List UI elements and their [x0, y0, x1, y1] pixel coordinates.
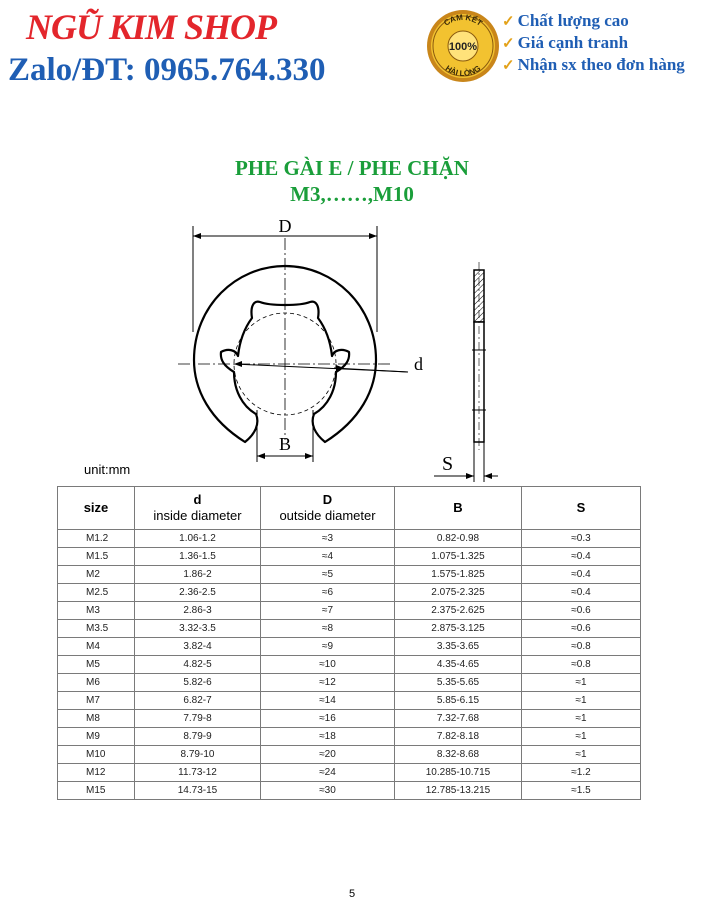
table-cell: M12	[58, 764, 135, 782]
check-icon: ✓	[502, 58, 515, 74]
table-cell: ≈3	[261, 530, 395, 548]
table-cell: ≈20	[261, 746, 395, 764]
table-cell: M9	[58, 728, 135, 746]
table-cell: ≈1.5	[522, 782, 641, 800]
table-cell: ≈14	[261, 692, 395, 710]
table-cell: 7.82-8.18	[395, 728, 522, 746]
table-cell: 3.82-4	[135, 638, 261, 656]
table-cell: M6	[58, 674, 135, 692]
table-cell: ≈0.4	[522, 566, 641, 584]
table-cell: ≈0.3	[522, 530, 641, 548]
table-row	[58, 764, 641, 782]
label-D: D	[278, 216, 292, 236]
table-cell: 2.075-2.325	[395, 584, 522, 602]
page-number: 5	[348, 888, 356, 900]
feature-item: ✓ Chất lượng cao	[502, 11, 629, 30]
table-cell: M1.2	[58, 530, 135, 548]
table-cell: ≈1	[522, 746, 641, 764]
table-cell: M2.5	[58, 584, 135, 602]
check-icon: ✓	[502, 36, 515, 52]
table-cell: ≈8	[261, 620, 395, 638]
table-cell: ≈1	[522, 728, 641, 746]
table-cell: 3.32-3.5	[135, 620, 261, 638]
table-cell: 5.35-5.65	[395, 674, 522, 692]
table-cell: 4.35-4.65	[395, 656, 522, 674]
table-row	[58, 602, 641, 620]
unit-label: unit:mm	[84, 462, 131, 477]
table-row	[58, 710, 641, 728]
table-cell: ≈9	[261, 638, 395, 656]
feature-list	[502, 10, 685, 76]
table-cell: 10.285-10.715	[395, 764, 522, 782]
table-header-row	[58, 487, 641, 530]
table-row	[58, 782, 641, 800]
table-row	[58, 656, 641, 674]
table-cell: 1.86-2	[135, 566, 261, 584]
table-cell: M3.5	[58, 620, 135, 638]
label-B: B	[278, 434, 292, 454]
table-cell: 11.73-12	[135, 764, 261, 782]
table-row	[58, 584, 641, 602]
header-size: size	[58, 487, 135, 530]
table-cell: ≈7	[261, 602, 395, 620]
feature-item: ✓ Giá cạnh tranh	[502, 33, 629, 52]
table-cell: ≈1	[522, 692, 641, 710]
table-cell: M10	[58, 746, 135, 764]
table-cell: 3.35-3.65	[395, 638, 522, 656]
satisfaction-badge	[425, 8, 501, 84]
table-cell: M5	[58, 656, 135, 674]
check-icon: ✓	[502, 14, 515, 30]
table-cell: ≈1.2	[522, 764, 641, 782]
table-row	[58, 566, 641, 584]
table-cell: 7.79-8	[135, 710, 261, 728]
table-cell: ≈30	[261, 782, 395, 800]
table-cell: M7	[58, 692, 135, 710]
feature-item: ✓ Nhận sx theo đơn hàng	[502, 55, 685, 74]
table-row	[58, 746, 641, 764]
table-cell: 4.82-5	[135, 656, 261, 674]
table-cell: ≈0.4	[522, 548, 641, 566]
table-row	[58, 638, 641, 656]
badge-top-text: CAM KẾT	[442, 12, 484, 28]
table-cell: ≈24	[261, 764, 395, 782]
header-d: d inside diameter	[135, 487, 261, 530]
table-cell: ≈0.6	[522, 620, 641, 638]
table-cell: ≈4	[261, 548, 395, 566]
doc-title: PHE GÀI E / PHE CHẶN	[235, 156, 469, 180]
table-cell: 6.82-7	[135, 692, 261, 710]
table-cell: 5.82-6	[135, 674, 261, 692]
table-cell: 1.575-1.825	[395, 566, 522, 584]
table-row	[58, 530, 641, 548]
table-cell: ≈6	[261, 584, 395, 602]
table-cell: ≈12	[261, 674, 395, 692]
table-cell: ≈18	[261, 728, 395, 746]
table-cell: 8.79-10	[135, 746, 261, 764]
table-cell: 5.85-6.15	[395, 692, 522, 710]
table-cell: 2.36-2.5	[135, 584, 261, 602]
table-cell: 1.36-1.5	[135, 548, 261, 566]
table-cell: 0.82-0.98	[395, 530, 522, 548]
table-cell: ≈1	[522, 674, 641, 692]
contact-phone: Zalo/ĐT: 0965.764.330	[8, 52, 326, 88]
table-cell: M8	[58, 710, 135, 728]
table-cell: ≈0.6	[522, 602, 641, 620]
table-cell: 2.375-2.625	[395, 602, 522, 620]
label-S: S	[442, 453, 454, 475]
e-clip-technical-drawing	[150, 210, 510, 490]
badge-bottom-text: HÀI LÒNG	[443, 63, 483, 79]
table-cell: M1.5	[58, 548, 135, 566]
badge-center-text: 100%	[448, 41, 478, 53]
table-cell: 2.875-3.125	[395, 620, 522, 638]
table-cell: ≈10	[261, 656, 395, 674]
spec-table	[57, 486, 641, 800]
shop-name: NGŨ KIM SHOP	[26, 7, 277, 47]
table-row	[58, 692, 641, 710]
label-d: d	[414, 354, 423, 374]
header-B: B	[395, 487, 522, 530]
table-cell: 2.86-3	[135, 602, 261, 620]
table-cell: ≈1	[522, 710, 641, 728]
table-cell: 8.32-8.68	[395, 746, 522, 764]
doc-subtitle: M3,……,M10	[290, 182, 414, 206]
table-row	[58, 728, 641, 746]
table-row	[58, 620, 641, 638]
table-row	[58, 548, 641, 566]
table-cell: 14.73-15	[135, 782, 261, 800]
header-D: D outside diameter	[261, 487, 395, 530]
table-cell: M2	[58, 566, 135, 584]
table-cell: ≈0.4	[522, 584, 641, 602]
table-cell: 1.06-1.2	[135, 530, 261, 548]
table-cell: ≈0.8	[522, 638, 641, 656]
table-cell: M3	[58, 602, 135, 620]
table-row	[58, 674, 641, 692]
table-cell: M15	[58, 782, 135, 800]
table-cell: 1.075-1.325	[395, 548, 522, 566]
table-cell: ≈5	[261, 566, 395, 584]
table-cell: 7.32-7.68	[395, 710, 522, 728]
table-cell: ≈0.8	[522, 656, 641, 674]
table-cell: 12.785-13.215	[395, 782, 522, 800]
table-cell: M4	[58, 638, 135, 656]
header-S: S	[522, 487, 641, 530]
table-cell: ≈16	[261, 710, 395, 728]
table-cell: 8.79-9	[135, 728, 261, 746]
